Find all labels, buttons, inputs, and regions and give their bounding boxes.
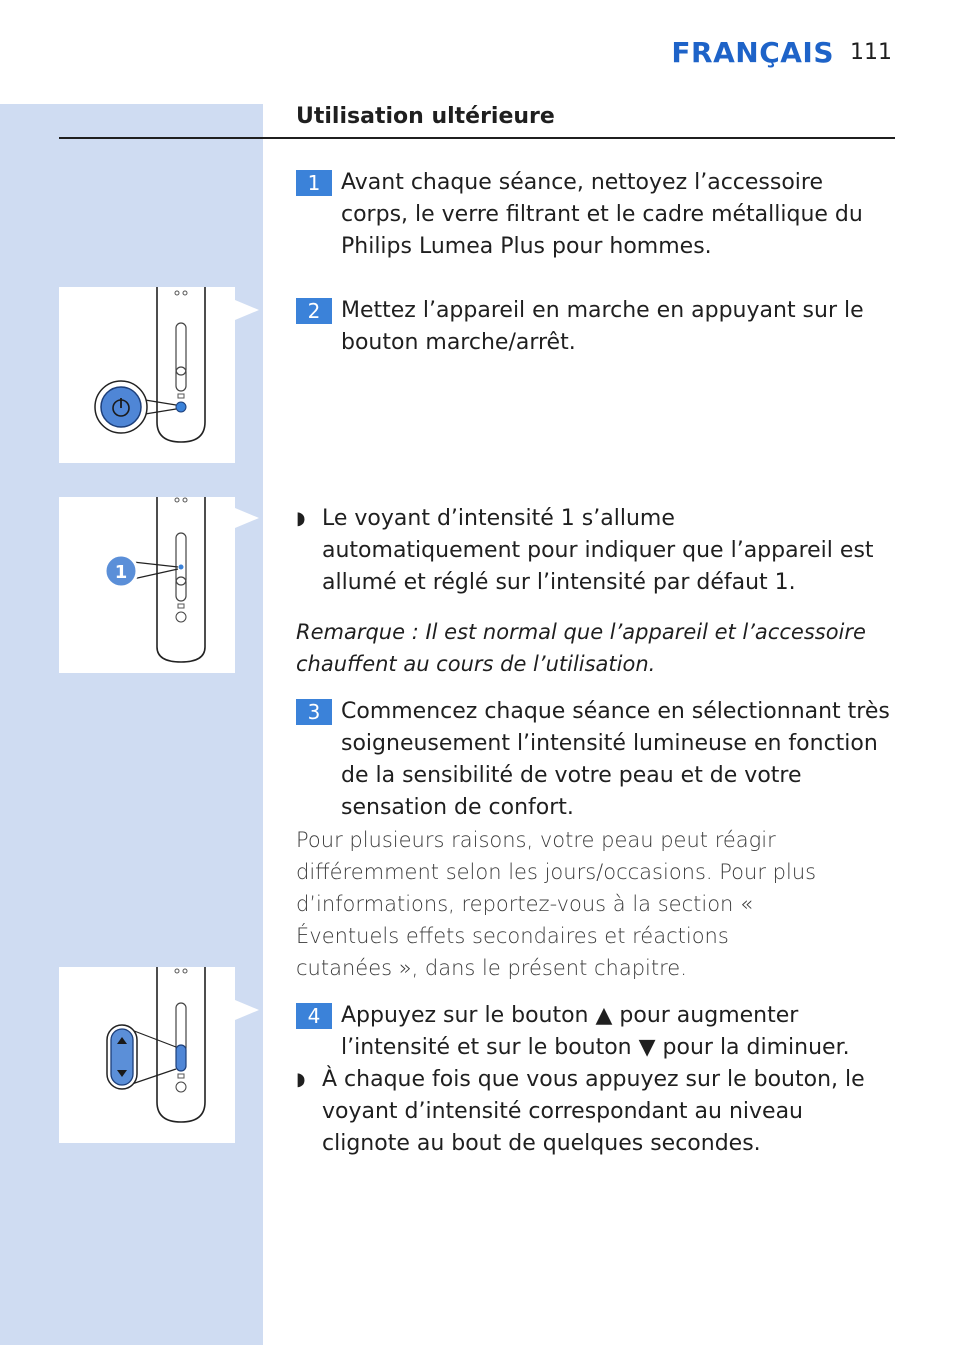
bullet-marker-icon: ◗ [296, 508, 306, 529]
illustration-pointer [235, 300, 259, 320]
bullet-marker-icon: ◗ [296, 1069, 306, 1090]
step-text: Appuyez sur le bouton ▲ pour augmenter l’intensité et sur le bouton ▼ pour la diminuer. [341, 1003, 850, 1060]
intensity-one-label: 1 [114, 562, 128, 583]
illustration-pointer [235, 1000, 259, 1020]
illustration-intensity-buttons [59, 967, 235, 1143]
illustration-pointer [235, 508, 259, 528]
page-number: 111 [850, 40, 892, 65]
language-label: FRANÇAIS [671, 36, 834, 69]
step-number-badge: 4 [296, 1003, 332, 1029]
step-number-badge: 3 [296, 699, 332, 725]
bullet-text: Le voyant d’intensité 1 s’allume automatiquement pour indiquer que l’appareil est allumé et réglé sur l’intensité par défaut 1. [322, 506, 874, 595]
step-number-badge: 2 [296, 298, 332, 324]
step-4 [296, 1000, 896, 1064]
step-text: Commencez chaque séance en sélectionnant très soigneusement l’intensité lumineuse en fonction de la sensibilité de votre peau et de votre sensation de confort. [341, 699, 890, 820]
device-power-icon [59, 287, 235, 463]
step-1 [296, 167, 896, 263]
illustration-power-button [59, 287, 235, 463]
remark-note: Remarque : Il est normal que l’appareil et l’accessoire chauffent au cours de l’utilisation. [296, 620, 866, 676]
section-divider [59, 137, 895, 139]
section-title: Utilisation ultérieure [296, 104, 555, 129]
result-bullet-1 [296, 503, 876, 599]
illustration-intensity-light [59, 497, 235, 673]
bullet-text: À chaque fois que vous appuyez sur le bouton, le voyant d’intensité correspondant au niveau clignote au bout de quelques secondes. [322, 1067, 865, 1156]
step-2 [296, 295, 896, 359]
step-text: Avant chaque séance, nettoyez l’accessoire corps, le verre filtrant et le cadre métallique du Philips Lumea Plus pour hommes. [341, 170, 863, 259]
step-number-badge: 1 [296, 170, 332, 196]
result-bullet-2 [296, 1064, 876, 1160]
step-text: Mettez l’appareil en marche en appuyant sur le bouton marche/arrêt. [341, 298, 864, 355]
intensity-light-icon [59, 497, 235, 673]
step-3 [296, 696, 896, 824]
info-paragraph: Pour plusieurs raisons, votre peau peut réagir différemment selon les jours/occasions. Pour plus d’informations, reportez-vous à la section « Éventuels effets secondaires et réactions cutanées », dans le présent chapitre. [296, 828, 817, 980]
up-down-buttons-icon [59, 967, 235, 1143]
